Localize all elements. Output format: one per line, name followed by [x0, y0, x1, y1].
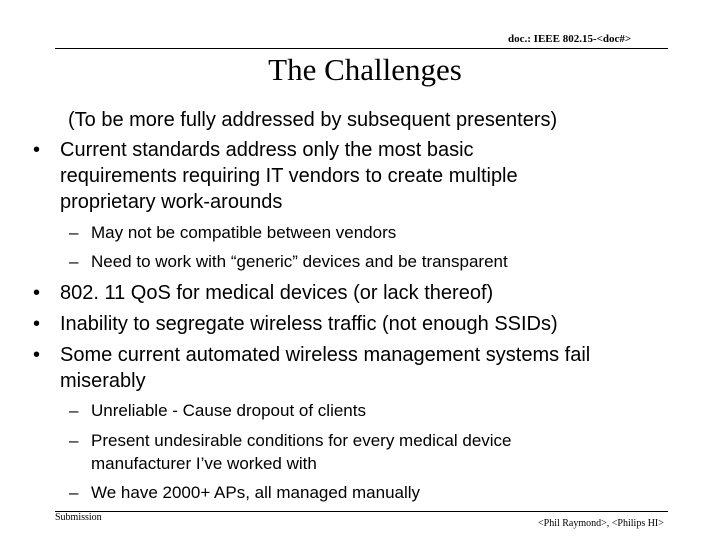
sub-bullet-line: May not be compatible between vendors: [91, 223, 397, 242]
sub-bullet-marker: –: [69, 223, 79, 242]
bullet-marker: •: [33, 139, 41, 161]
footer-divider: [55, 511, 668, 512]
bullet-line: Some current automated wireless management systems fail: [60, 344, 591, 366]
sub-bullet-marker: –: [69, 431, 79, 450]
bullet-line: Inability to segregate wireless traffic (not enough SSIDs): [60, 313, 558, 335]
sub-bullet-line: We have 2000+ APs, all managed manually: [91, 483, 421, 502]
bullet-marker: •: [33, 313, 41, 335]
sub-bullet-line: Unreliable - Cause dropout of clients: [91, 401, 366, 420]
sub-bullet-marker: –: [69, 483, 79, 502]
sub-bullet-marker: –: [69, 252, 79, 271]
bullet-line: proprietary work-arounds: [60, 191, 283, 213]
sub-bullet-line: manufacturer I’ve worked with: [91, 454, 317, 473]
bullet-line: 802. 11 QoS for medical devices (or lack thereof): [60, 282, 494, 304]
intro-note: (To be more fully addressed by subsequent presenters): [68, 109, 558, 131]
sub-bullet-line: Present undesirable conditions for every medical device: [91, 431, 512, 450]
document-id-header: doc.: IEEE 802.15-<doc#>: [508, 33, 632, 45]
sub-bullet-marker: –: [69, 401, 79, 420]
bullet-line: Current standards address only the most basic: [60, 139, 474, 161]
bullet-marker: •: [33, 282, 41, 304]
footer-author: <Phil Raymond>, <Philips HI>: [538, 518, 664, 529]
bullet-line: requirements requiring IT vendors to create multiple: [60, 165, 518, 187]
sub-bullet-line: Need to work with “generic” devices and be transparent: [91, 252, 508, 271]
bullet-line: miserably: [60, 370, 146, 392]
slide-title: The Challenges: [268, 52, 462, 87]
footer-submission: Submission: [55, 512, 102, 523]
bullet-marker: •: [33, 344, 41, 366]
